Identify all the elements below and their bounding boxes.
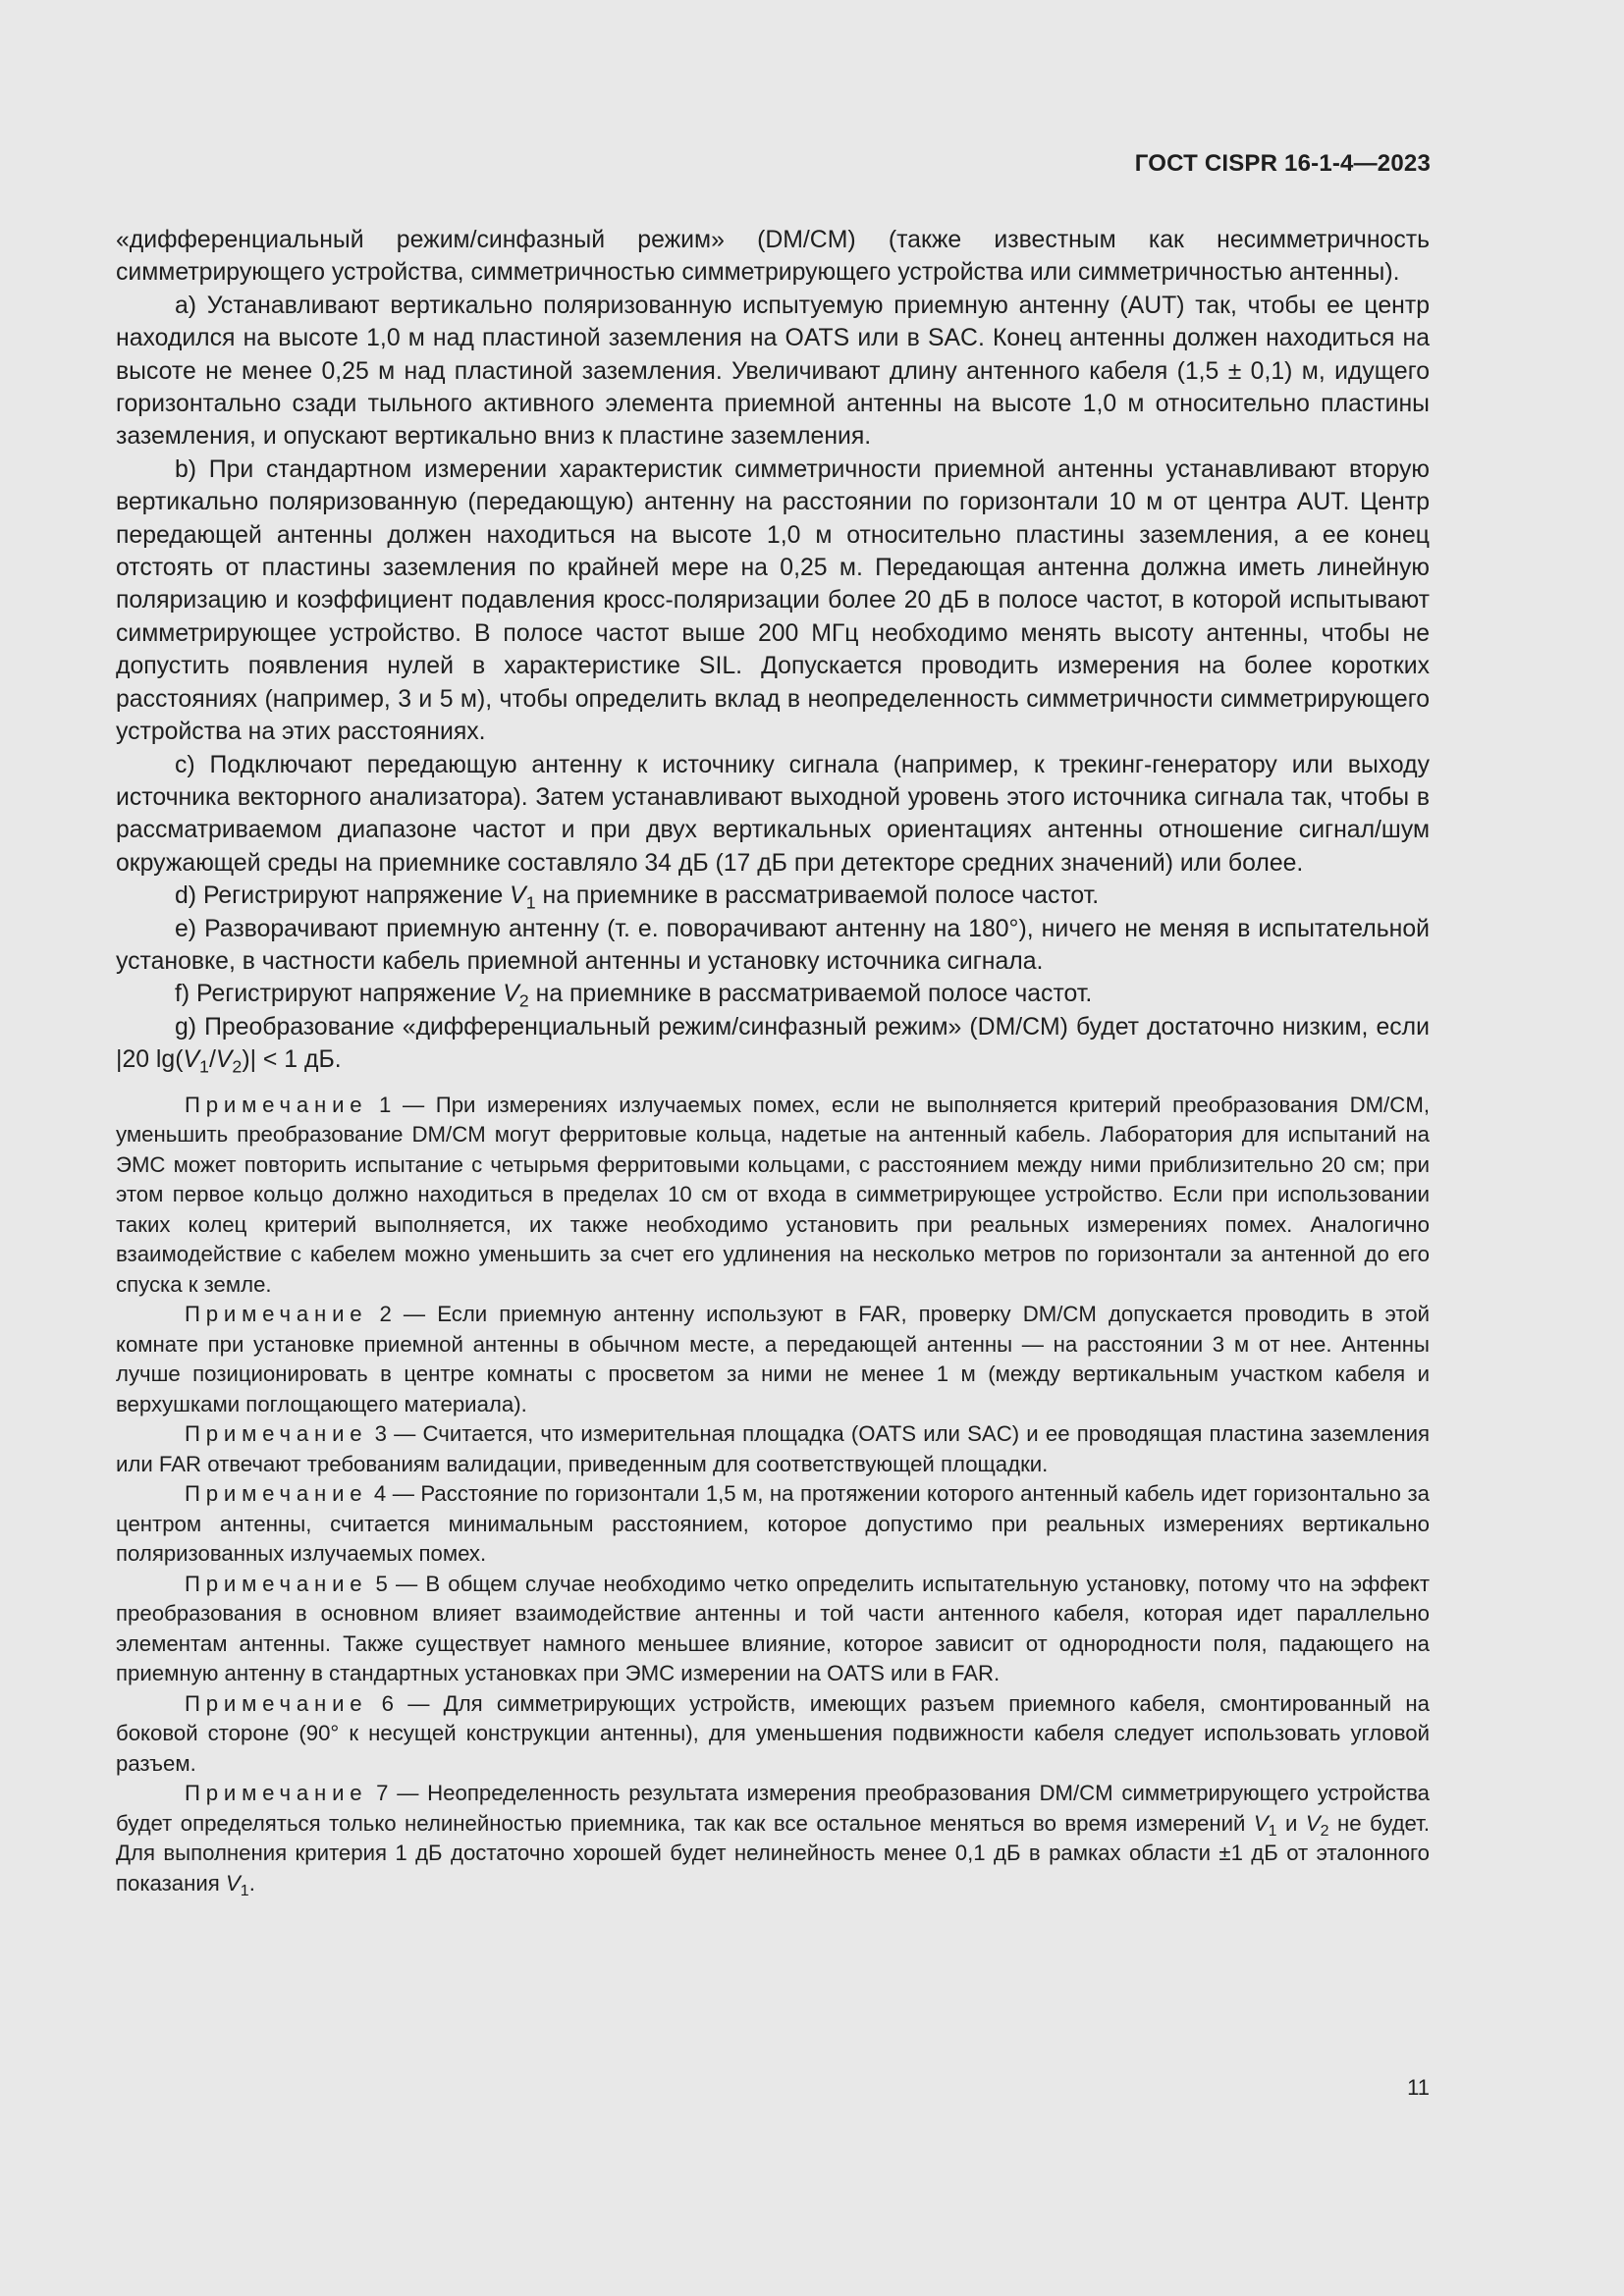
note-text: Если приемную антенну используют в FAR, проверку DM/CM допускается проводить в этой комнате при установке приемной антенны в обычном месте, а передающей антенны — на расстоянии 3 м от нее. Антенны лучше позиционировать в центре комнаты с просветом за ними не менее 1 м (между вертикальным участком кабеля и верхушками поглощающего материала). <box>116 1302 1430 1416</box>
note-number: 2 — <box>367 1302 438 1327</box>
note-text-and: и <box>1276 1810 1306 1836</box>
note-3 <box>116 1419 1430 1479</box>
paragraph-f <box>116 978 1430 1010</box>
note-text: В общем случае необходимо четко определить испытательную установку, потому что на эффект преобразования в основном влияет взаимодействие антенны и той части антенного кабеля, которая идет параллельно элементам антенны. Также существует намного меньшее влияние, которое зависит от однородности поля, падающего на приемную антенну в стандартных установках при ЭМС измерении на OATS или в FAR. <box>116 1571 1430 1686</box>
document-header: ГОСТ CISPR 16-1-4—2023 <box>1134 150 1431 177</box>
notes-section <box>116 1091 1430 1899</box>
paragraph-d-text: d) Регистрируют напряжение <box>175 882 511 910</box>
paragraph-c: c) Подключают передающую антенну к источнику сигнала (например, к трекинг-генератору или выходу источника векторного анализатора). Затем устанавливают выходной уровень этого источника сигнала так, чтобы в рассматриваемом диапазоне частот и при двух вертикальных ориентациях антенны отношение сигнал/шум окружающей среды на приемнике составляло 34 дБ (17 дБ при детекторе средних значений) или более. <box>116 751 1430 877</box>
note-text: Расстояние по горизонтали 1,5 м, на протяжении которого антенный кабель идет горизонтально за центром антенны, считается минимальным расстоянием, которое допустимо при реальных измерениях вертикально поляризованных излучаемых помех. <box>116 1481 1430 1567</box>
note-label: Примечание <box>185 1481 368 1507</box>
note-text-cont: не будет. Для выполнения критерия 1 дБ достаточно хорошей будет нелинейность менее 0,1 дБ в рамках области ±1 дБ от эталонного показания <box>116 1810 1430 1896</box>
note-text: При измерениях излучаемых помех, если не выполняется критерий преобразования DM/CM, уменьшить преобразование DM/CM могут ферритовые кольца, надетые на антенный кабель. Лаборатория для испытаний на ЭМС может повторить испытание с четырьмя ферритовыми кольцами, с расстоянием между ними приблизительно 20 см; при этом первое кольцо должно находиться в пределах 10 см от входа в симметрирующее устройство. Если при использовании таких колец критерий выполняется, их также необходимо установить при реальных измерениях помех. Аналогично взаимодействие с кабелем можно уменьшить за счет его удлинения на несколько метров по горизонтали за антенной до его спуска к земле. <box>116 1092 1430 1297</box>
note-6 <box>116 1689 1430 1780</box>
note-label: Примечание <box>185 1571 368 1596</box>
note-text: Считается, что измерительная площадка (OATS или SAC) и ее проводящая пластина заземления или FAR отвечают требованиям валидации, приведенным для соответствующей площадки. <box>116 1421 1430 1476</box>
slash: / <box>208 1046 216 1074</box>
main-text <box>116 224 1430 1077</box>
subscript: 2 <box>232 1056 243 1077</box>
subscript: 2 <box>518 990 529 1011</box>
subscript: 2 <box>1320 1822 1329 1840</box>
subscript: 1 <box>240 1882 249 1899</box>
note-number: 4 — <box>367 1481 421 1507</box>
note-4 <box>116 1479 1430 1570</box>
paragraph-intro: «дифференциальный режим/синфазный режим» (DM/CM) (также известным как несимметричность симметрирующего устройства, симметричностью симметрирующего устройства или симметричностью антенны). <box>116 227 1430 287</box>
variable-v: V <box>183 1046 200 1074</box>
paragraph-d <box>116 880 1430 912</box>
note-label: Примечание <box>185 1421 368 1447</box>
variable-v: V <box>510 882 526 910</box>
page-number: 11 <box>1407 2075 1430 2100</box>
note-label: Примечание <box>185 1781 368 1806</box>
note-label: Примечание <box>185 1690 368 1716</box>
paragraph-g <box>116 1011 1430 1077</box>
note-1 <box>116 1091 1430 1301</box>
document-body <box>116 224 1430 1898</box>
note-number: 5 — <box>367 1571 426 1596</box>
note-text: Неопределенность результата измерения преобразования DM/CM симметрирующего устройства будет определяться только нелинейностью приемника, так как все остальное меняться во время измерений <box>116 1781 1430 1836</box>
variable-v: V <box>1253 1810 1269 1836</box>
note-number: 1 — <box>367 1092 436 1117</box>
paragraph-a: a) Устанавливают вертикально поляризованную испытуемую приемную антенну (AUT) так, чтобы ее центр находился на высоте 1,0 м над пластиной заземления на OATS или в SAC. Конец антенны должен находиться на высоте не менее 0,25 м над пластиной заземления. Увеличивают длину антенного кабеля (1,5 ± 0,1) м, идущего горизонтально сзади тыльного активного элемента приемной антенны на высоте 1,0 м относительно пластины заземления, и опускают вертикально вниз к пластине заземления. <box>116 292 1430 451</box>
paragraph-g-text: g) Преобразование «дифференциальный режим/синфазный режим» (DM/CM) будет достаточно низким, если |20 lg( <box>116 1013 1430 1074</box>
note-2 <box>116 1300 1430 1419</box>
paragraph-f-text: f) Регистрируют напряжение <box>175 981 504 1008</box>
subscript: 1 <box>525 892 536 913</box>
note-7 <box>116 1779 1430 1898</box>
note-text: Для симметрирующих устройств, имеющих разъем приемного кабеля, смонтированный на боковой стороне (90° к несущей конструкции антенны), для уменьшения подвижности кабеля следует использовать угловой разъем. <box>116 1690 1430 1776</box>
note-number: 6 — <box>367 1690 444 1716</box>
variable-v: V <box>1305 1810 1321 1836</box>
variable-v: V <box>225 1870 241 1896</box>
paragraph-b: b) При стандартном измерении характеристик симметричности приемной антенны устанавливают вторую вертикально поляризованную (передающую) антенну на расстоянии по горизонтали 10 м от центра AUT. Центр передающей антенны должен находиться на высоте 1,0 м относительно пластины заземления, а ее конец отстоять от пластины заземления по крайней мере на 0,25 м. Передающая антенна должна иметь линейную поляризацию и коэффициент подавления кросс-поляризации более 20 дБ в полосе частот, в которой испытывают симметрирующее устройство. В полосе частот выше 200 МГц необходимо менять высоту антенны, чтобы не допустить появления нулей в характеристике SIL. Допускается проводить измерения на более коротких расстояниях (например, 3 и 5 м), чтобы определить вклад в неопределенность симметричности симметрирующего устройства на этих расстояниях. <box>116 455 1430 746</box>
note-number: 7 — <box>367 1781 428 1806</box>
note-text-end: . <box>248 1870 255 1896</box>
paragraph-d-text-end: на приемнике в рассматриваемой полосе частот. <box>535 882 1100 910</box>
note-number: 3 — <box>367 1421 423 1447</box>
paragraph-g-text-end: )| < 1 дБ. <box>242 1046 342 1074</box>
variable-v: V <box>215 1046 233 1074</box>
variable-v: V <box>503 981 519 1008</box>
paragraph-f-text-end: на приемнике в рассматриваемой полосе частот. <box>528 981 1093 1008</box>
subscript: 1 <box>199 1056 209 1077</box>
subscript: 1 <box>1268 1822 1277 1840</box>
note-5 <box>116 1570 1430 1689</box>
paragraph-e: e) Разворачивают приемную антенну (т. е. поворачивают антенну на 180°), ничего не меняя в испытательной установке, в частности кабель приемной антенны и установку источника сигнала. <box>116 915 1430 975</box>
note-label: Примечание <box>185 1092 368 1117</box>
note-label: Примечание <box>185 1302 368 1327</box>
